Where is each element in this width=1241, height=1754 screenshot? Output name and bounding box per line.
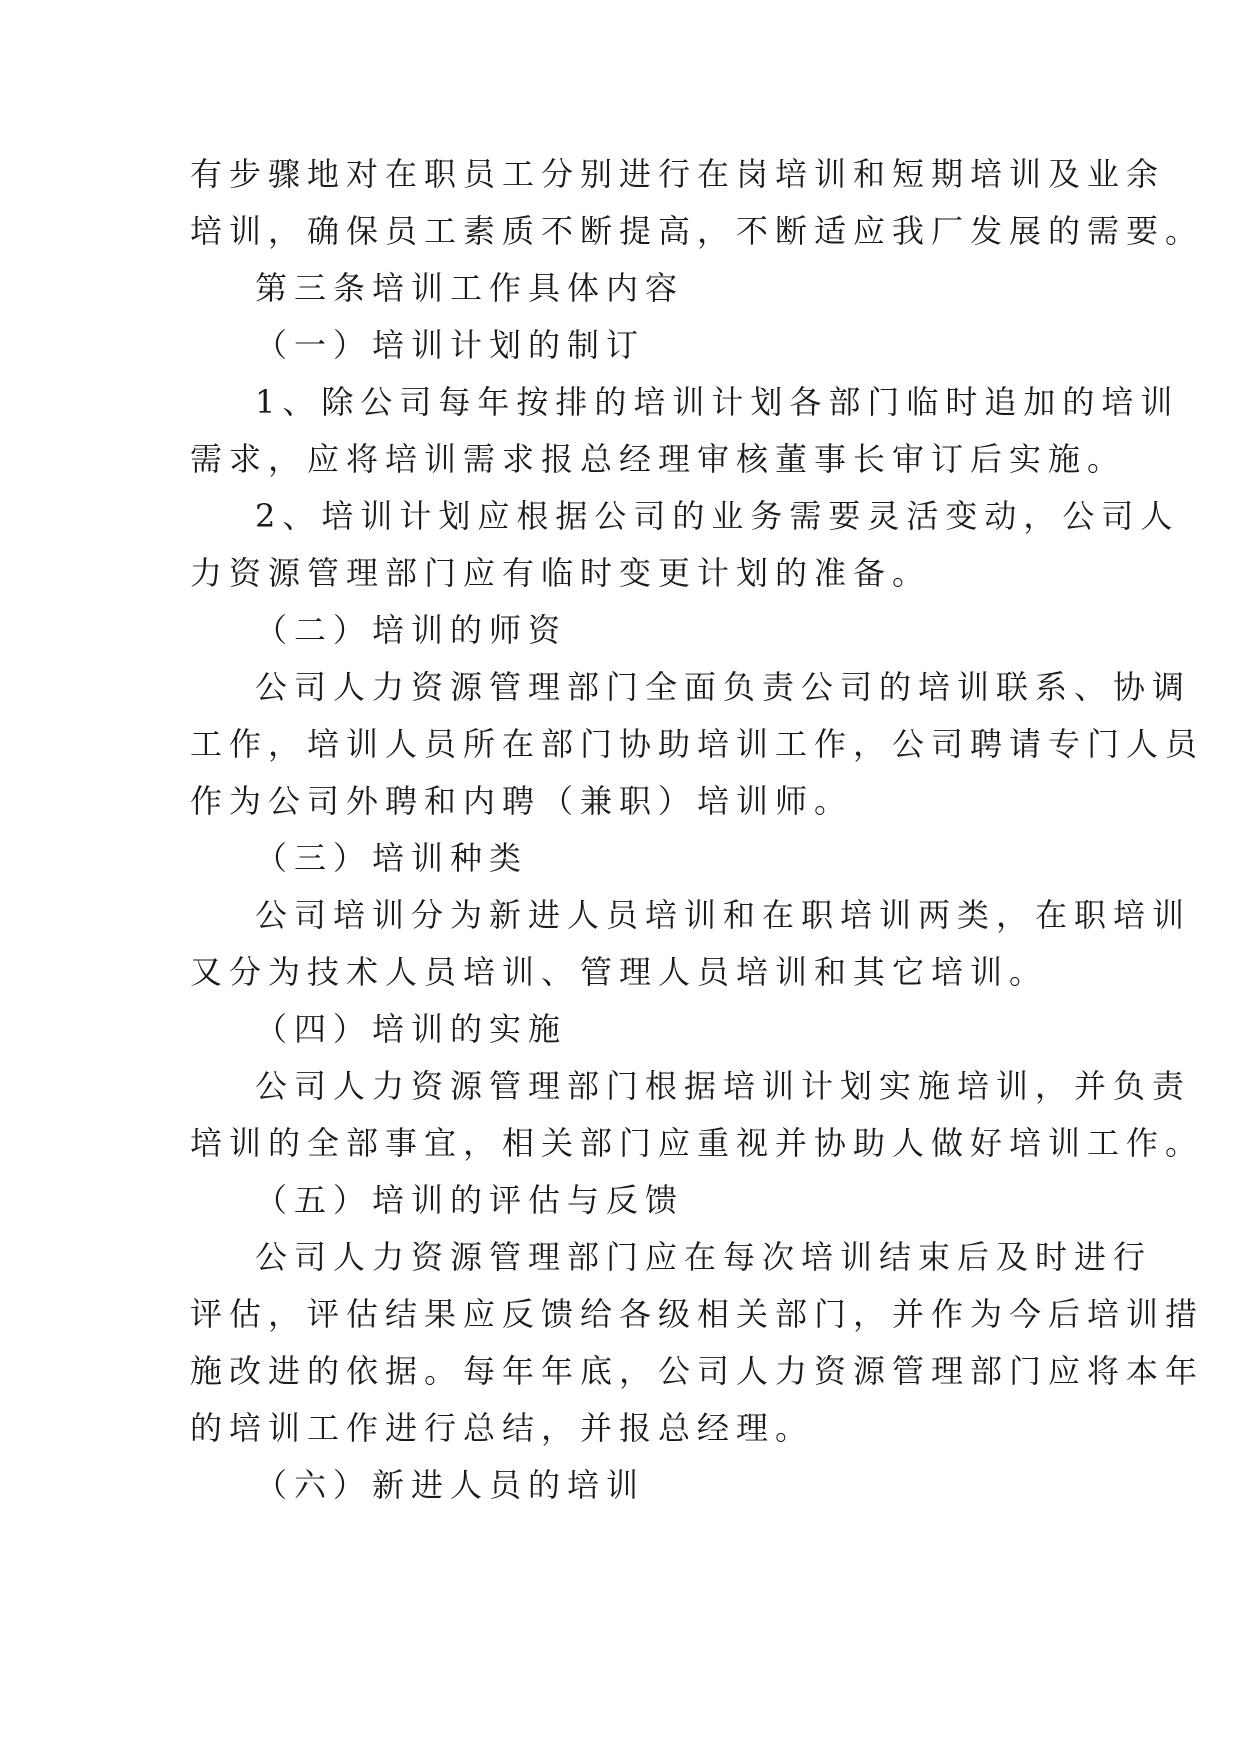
section-heading: （二）培训的师资 [255,611,568,649]
section-heading: （六）新进人员的培训 [255,1466,646,1504]
body-text-line: 1、除公司每年按排的培训计划各部门临时追加的培训 [255,383,1180,421]
body-text-line: 评估，评估结果应反馈给各级相关部门，并作为今后培训措 [190,1295,1205,1333]
body-text-line: 有步骤地对在职员工分别进行在岗培训和短期培训及业余 [190,155,1166,193]
body-text-line: 需求，应将培训需求报总经理审核董事长审订后实施。 [190,440,1127,478]
body-text-line: 公司培训分为新进人员培训和在职培训两类，在职培训 [255,896,1192,934]
body-text-line: 公司人力资源管理部门应在每次培训结束后及时进行 [255,1238,1153,1276]
article-heading: 第三条培训工作具体内容 [255,269,685,307]
body-text-line: 的培训工作进行总结，并报总经理。 [190,1409,815,1447]
body-text-line: 又分为技术人员培训、管理人员培训和其它培训。 [190,953,1049,991]
section-heading: （四）培训的实施 [255,1010,568,1048]
section-heading: （三）培训种类 [255,839,529,877]
body-text-line: 力资源管理部门应有临时变更计划的准备。 [190,554,932,592]
body-text-line: 培训，确保员工素质不断提高，不断适应我厂发展的需要。 [190,212,1205,250]
body-text-line: 培训的全部事宜，相关部门应重视并协助人做好培训工作。 [190,1124,1205,1162]
body-text-line: 施改进的依据。每年年底，公司人力资源管理部门应将本年 [190,1352,1205,1390]
body-text-line: 工作，培训人员所在部门协助培训工作，公司聘请专门人员 [190,725,1205,763]
body-text-line: 2、培训计划应根据公司的业务需要灵活变动，公司人 [255,497,1180,535]
body-text-line: 作为公司外聘和内聘（兼职）培训师。 [190,782,854,820]
body-text-line: 公司人力资源管理部门全面负责公司的培训联系、协调 [255,668,1192,706]
section-heading: （五）培训的评估与反馈 [255,1181,685,1219]
body-text-line: 公司人力资源管理部门根据培训计划实施培训，并负责 [255,1067,1192,1105]
section-heading: （一）培训计划的制订 [255,326,646,364]
